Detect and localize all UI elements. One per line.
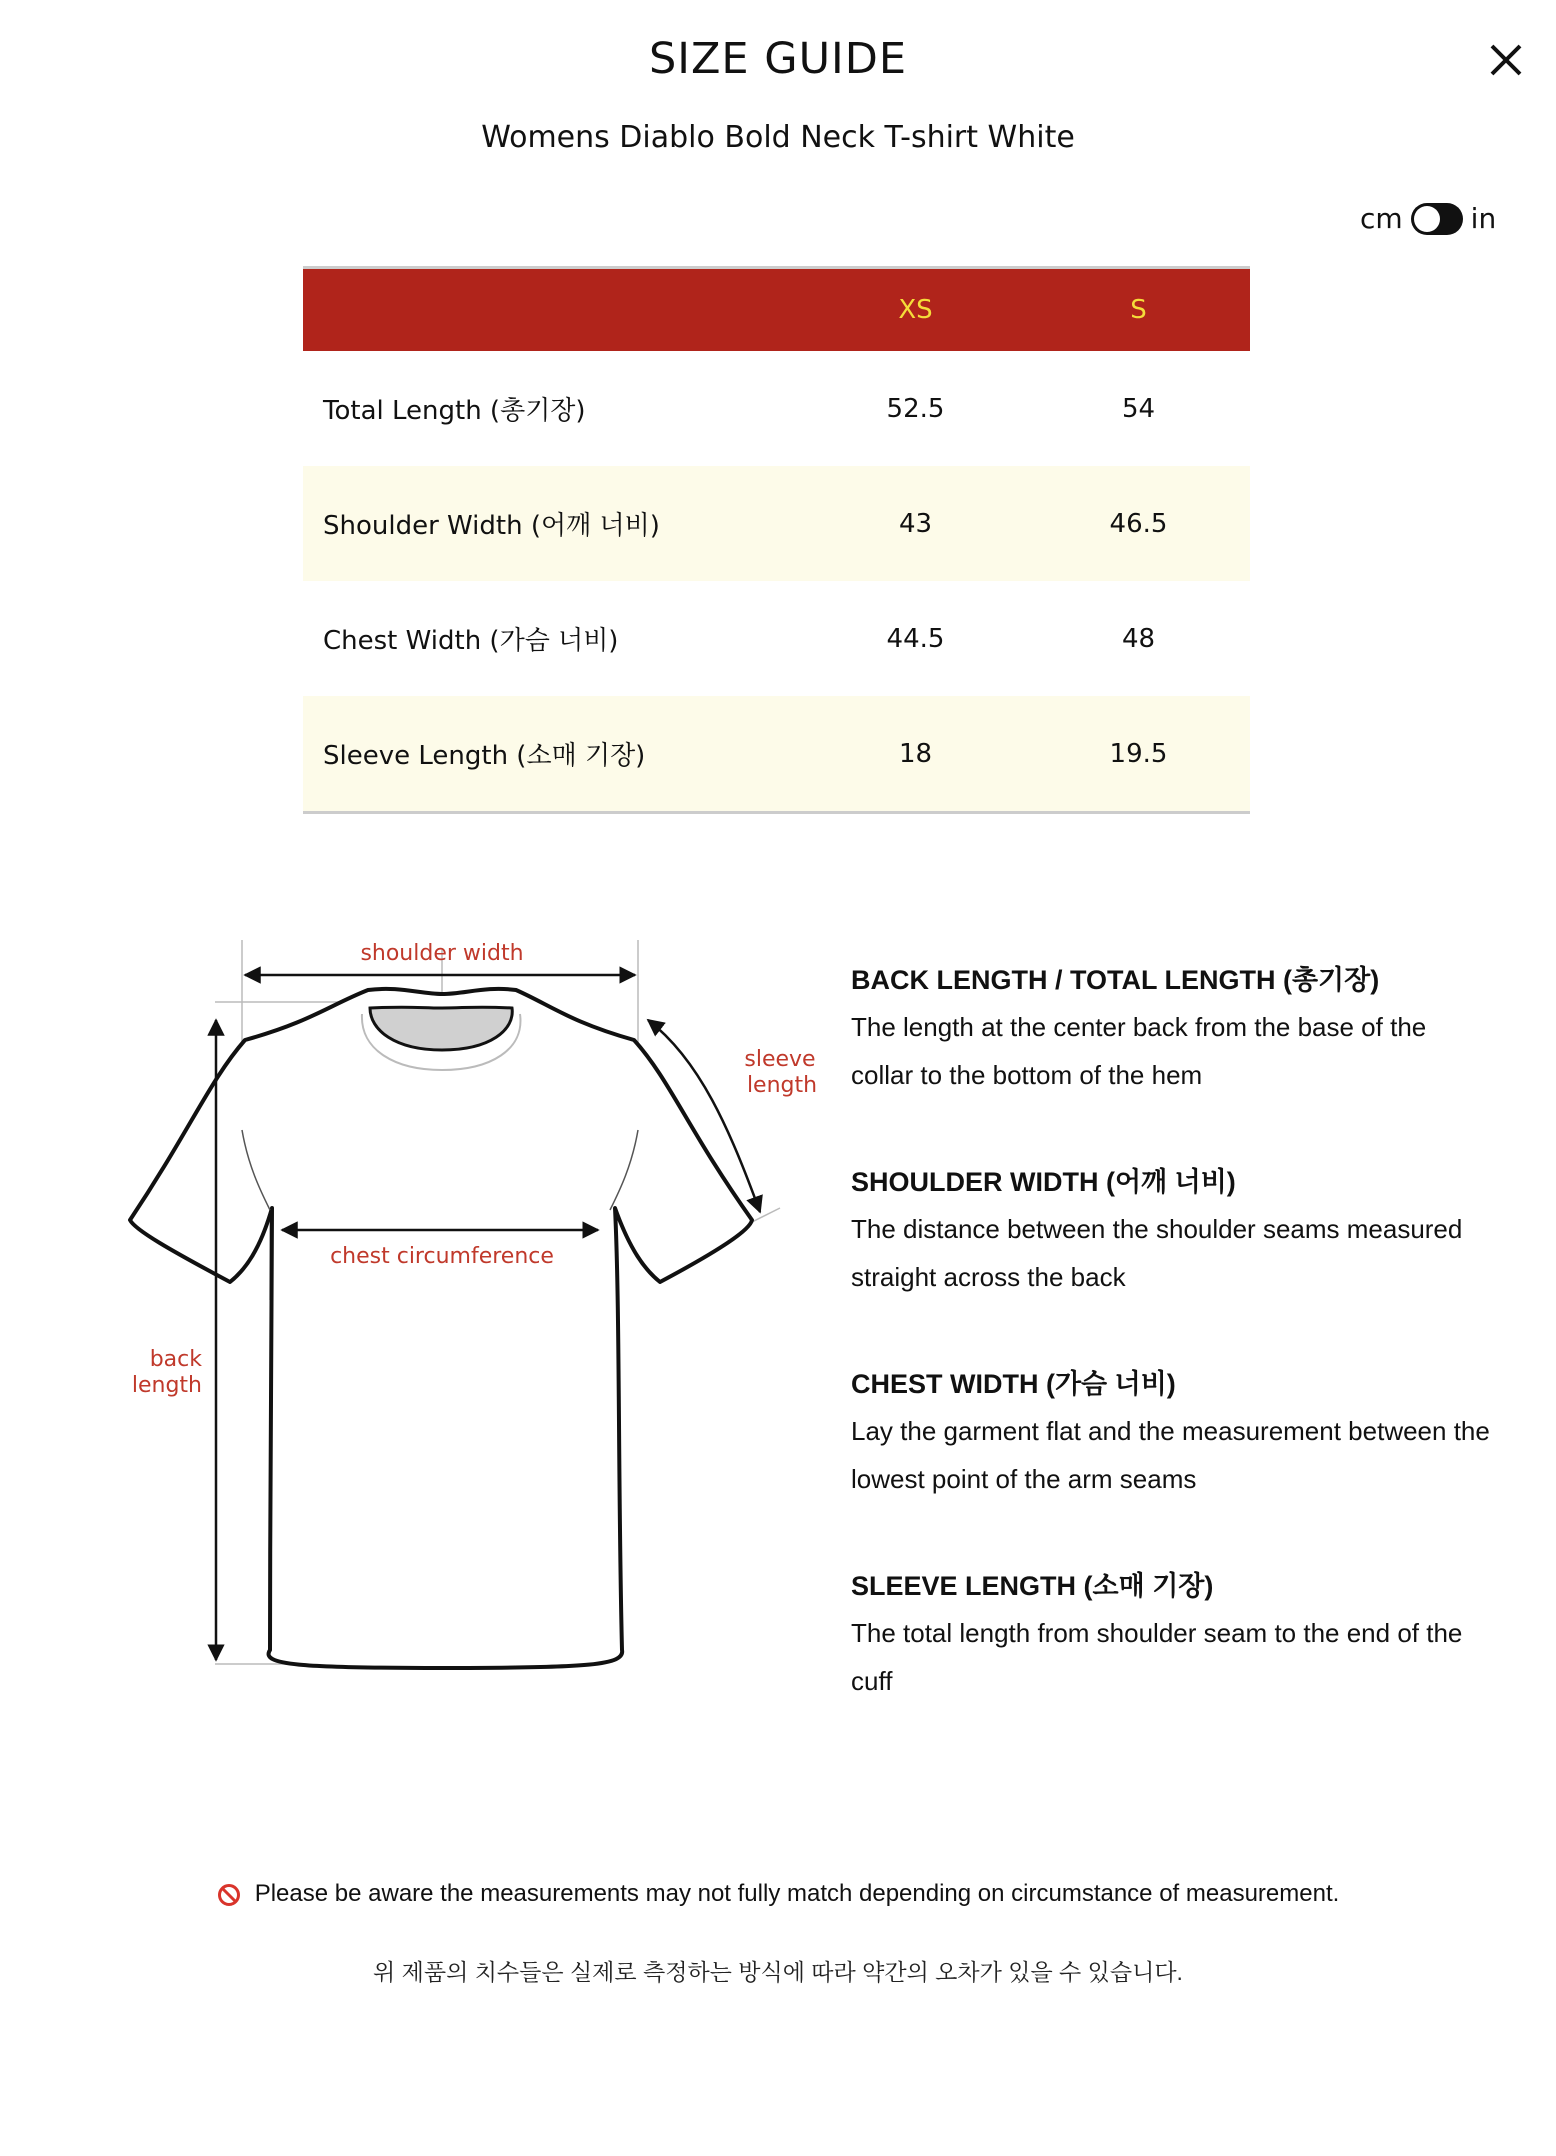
toggle-knob	[1414, 206, 1440, 232]
row-label: Total Length (총기장)	[323, 396, 586, 426]
desc-title: BACK LENGTH / TOTAL LENGTH (총기장)	[851, 965, 1380, 995]
product-name: Womens Diablo Bold Neck T-shirt White	[481, 120, 1075, 155]
desc-text-line: lowest point of the arm seams	[851, 1464, 1197, 1494]
desc-back-length	[851, 958, 1531, 1099]
row-label: Sleeve Length (소매 기장)	[303, 696, 804, 813]
row-label: Shoulder Width (어깨 너비)	[303, 466, 804, 581]
cell-xs: 18	[804, 696, 1027, 813]
tshirt-outline	[130, 989, 752, 1668]
back-label-1: back	[149, 1347, 202, 1372]
tshirt-diagram	[120, 890, 820, 1690]
table-row	[303, 696, 1250, 813]
shoulder-width-label: shoulder width	[360, 941, 524, 966]
header-s: S	[1027, 268, 1250, 352]
cell-xs: 52.5	[886, 393, 945, 424]
chest-label: chest circumference	[330, 1244, 554, 1269]
table-row	[303, 581, 1250, 696]
sleeve-label-1: sleeve	[744, 1047, 816, 1072]
notice-korean: 위 제품의 치수들은 실제로 측정하는 방식에 따라 약간의 오차가 있을 수 있습니다.	[373, 1959, 1183, 1985]
back-label-2: length	[131, 1373, 202, 1398]
ban-icon	[217, 1883, 241, 1907]
cell-xs: 43	[804, 466, 1027, 581]
unit-in-label[interactable]: in	[1470, 202, 1497, 235]
measurement-notice	[0, 1880, 1556, 1908]
page-title: SIZE GUIDE	[648, 34, 908, 84]
sleeve-label-2: length	[746, 1073, 818, 1098]
desc-shoulder-width	[851, 1160, 1531, 1301]
unit-toggle-group	[1360, 202, 1496, 235]
header-blank	[303, 268, 804, 352]
desc-text-line: The length at the center back from the base of the	[851, 1012, 1427, 1042]
cell-s: 46.5	[1027, 466, 1250, 581]
unit-toggle[interactable]	[1411, 203, 1463, 235]
table-row	[303, 466, 1250, 581]
unit-cm-label[interactable]: cm	[1360, 202, 1403, 235]
row-label: Chest Width (가슴 너비)	[323, 626, 619, 656]
table-row	[303, 351, 1250, 466]
cell-s: 48	[1121, 623, 1156, 654]
desc-title: SLEEVE LENGTH (소매 기장)	[851, 1571, 1214, 1601]
desc-title: CHEST WIDTH (가슴 너비)	[851, 1369, 1176, 1399]
desc-text-line: collar to the bottom of the hem	[851, 1060, 1203, 1090]
table-header-row	[303, 268, 1250, 352]
cell-xs: 44.5	[886, 623, 945, 654]
desc-text-line: The total length from shoulder seam to the end of the	[851, 1618, 1463, 1648]
size-table	[303, 266, 1250, 814]
desc-title: SHOULDER WIDTH (어깨 너비)	[851, 1167, 1236, 1197]
close-icon[interactable]	[1484, 38, 1528, 82]
desc-text-line: Lay the garment flat and the measurement between the	[851, 1416, 1490, 1446]
desc-sleeve-length	[851, 1564, 1531, 1705]
cell-s: 54	[1121, 393, 1156, 424]
cell-s: 19.5	[1027, 696, 1250, 813]
desc-text-line: cuff	[851, 1666, 893, 1696]
header-xs: XS	[804, 268, 1027, 352]
notice-text: Please be aware the measurements may not fully match depending on circumstance of measurement.	[254, 1880, 1340, 1907]
desc-text-line: straight across the back	[851, 1262, 1126, 1292]
desc-chest-width	[851, 1362, 1531, 1503]
desc-text-line: The distance between the shoulder seams measured	[851, 1214, 1463, 1244]
